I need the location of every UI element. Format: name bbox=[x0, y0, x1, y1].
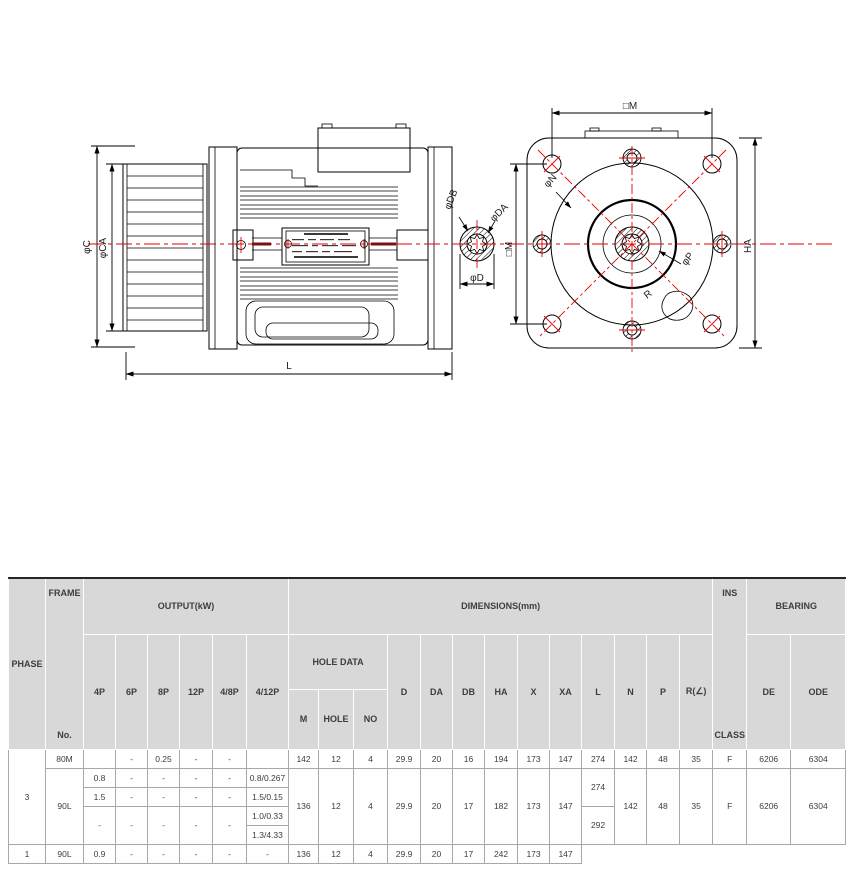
cell-80m-12p: - bbox=[180, 749, 213, 768]
cell-90l-l-1: 274 bbox=[582, 768, 615, 806]
cell-90l-x: 173 bbox=[518, 768, 550, 844]
side-view bbox=[82, 124, 452, 380]
dim-label-phi-da: φDA bbox=[488, 201, 511, 225]
cell-phase-1: 1 bbox=[9, 844, 46, 863]
cell-90l-db: 17 bbox=[453, 768, 485, 844]
col-header-db: DB bbox=[453, 634, 485, 749]
col-header-x: X bbox=[518, 634, 550, 749]
dim-label-r: R bbox=[642, 288, 655, 302]
dim-label-phi-n: φN bbox=[542, 172, 560, 191]
dim-label-ha: HA bbox=[743, 239, 754, 253]
col-header-de: DE bbox=[747, 634, 791, 749]
col-header-hole-data: HOLE DATA bbox=[289, 634, 388, 689]
cell-1ph-empty bbox=[582, 844, 846, 863]
col-header-12p: 12P bbox=[180, 634, 213, 749]
col-header-da: DA bbox=[421, 634, 453, 749]
dim-label-phi-c: φC bbox=[82, 240, 93, 254]
col-header-frame: FRAME bbox=[48, 587, 81, 598]
cell-80m-l: 274 bbox=[582, 749, 615, 768]
cell-1ph-m: 136 bbox=[289, 844, 319, 863]
spec-table bbox=[8, 577, 846, 864]
cell-90l-4-8p-3: - bbox=[213, 806, 247, 844]
col-header-dimensions: DIMENSIONS(mm) bbox=[289, 578, 713, 634]
cell-80m-n: 142 bbox=[615, 749, 647, 768]
cell-1ph-4-12p: - bbox=[247, 844, 289, 863]
col-header-l: L bbox=[582, 634, 615, 749]
cell-80m-da: 20 bbox=[421, 749, 453, 768]
table-row-1phase bbox=[9, 844, 846, 863]
dim-label-l: L bbox=[286, 361, 292, 372]
cell-frame-80m: 80M bbox=[46, 749, 84, 768]
cell-90l-4p-1: 0.8 bbox=[84, 768, 116, 787]
cell-80m-de: 6206 bbox=[747, 749, 791, 768]
cell-phase-3: 3 bbox=[9, 749, 46, 844]
cell-1ph-no: 4 bbox=[354, 844, 388, 863]
cell-90l-p: 48 bbox=[647, 768, 680, 844]
cell-90l-6p-1: - bbox=[116, 768, 148, 787]
dim-label-phi-db: φDB bbox=[442, 188, 461, 212]
front-view bbox=[504, 101, 762, 348]
cell-90l-8p-3: - bbox=[148, 806, 180, 844]
cell-90l-4p-3: - bbox=[84, 806, 116, 844]
col-header-4-12p: 4/12P bbox=[247, 634, 289, 749]
col-header-ins: INS bbox=[722, 587, 738, 598]
cell-1ph-db: 17 bbox=[453, 844, 485, 863]
col-header-n: N bbox=[615, 634, 647, 749]
cell-90l-8p-1: - bbox=[148, 768, 180, 787]
col-header-no: No. bbox=[57, 729, 72, 740]
col-header-class: CLASS bbox=[714, 729, 745, 740]
cell-1ph-4-8p: - bbox=[213, 844, 247, 863]
cell-90l-4-8p-1: - bbox=[213, 768, 247, 787]
col-header-ha: HA bbox=[485, 634, 518, 749]
cell-90l-da: 20 bbox=[421, 768, 453, 844]
col-header-d: D bbox=[388, 634, 421, 749]
cell-80m-hole: 12 bbox=[319, 749, 354, 768]
cell-80m-ins: F bbox=[713, 749, 747, 768]
cell-1ph-8p: - bbox=[148, 844, 180, 863]
dim-ha bbox=[739, 138, 762, 348]
cell-90l-12p-3: - bbox=[180, 806, 213, 844]
nameplate bbox=[282, 228, 369, 265]
col-header-p: P bbox=[647, 634, 680, 749]
col-header-xa: XA bbox=[550, 634, 582, 749]
cell-90l-4-12p-1: 0.8/0.267 bbox=[247, 768, 289, 787]
cell-1ph-12p: - bbox=[180, 844, 213, 863]
cell-90l-ha: 182 bbox=[485, 768, 518, 844]
cell-frame-90l: 90L bbox=[46, 768, 84, 844]
dim-label-square-m-left: □M bbox=[504, 241, 515, 257]
cell-80m-p: 48 bbox=[647, 749, 680, 768]
cell-90l-hole: 12 bbox=[319, 768, 354, 844]
cell-90l-de: 6206 bbox=[747, 768, 791, 844]
cell-90l-l-2: 292 bbox=[582, 806, 615, 844]
col-header-output: OUTPUT(kW) bbox=[84, 578, 289, 634]
cell-1ph-x: 173 bbox=[518, 844, 550, 863]
col-header-phase: PHASE bbox=[9, 578, 46, 749]
cell-90l-6p-3: - bbox=[116, 806, 148, 844]
cell-80m-xa: 147 bbox=[550, 749, 582, 768]
col-header-r: R(∠) bbox=[680, 634, 713, 749]
cell-90l-8p-2: - bbox=[148, 787, 180, 806]
col-header-ins-class bbox=[713, 578, 747, 749]
cell-90l-4-12p-3: 1.0/0.33 bbox=[247, 806, 289, 825]
dim-label-square-m-top: □M bbox=[622, 101, 638, 112]
cell-90l-12p-2: - bbox=[180, 787, 213, 806]
cell-80m-4-8p: - bbox=[213, 749, 247, 768]
cell-90l-4p-2: 1.5 bbox=[84, 787, 116, 806]
cell-80m-r: 35 bbox=[680, 749, 713, 768]
cell-90l-d: 29.9 bbox=[388, 768, 421, 844]
table-row-90l-1 bbox=[9, 768, 846, 787]
col-header-4p: 4P bbox=[84, 634, 116, 749]
col-header-hole: HOLE bbox=[319, 689, 354, 749]
cell-1ph-da: 20 bbox=[421, 844, 453, 863]
cell-1ph-ha: 242 bbox=[485, 844, 518, 863]
cell-90l-4-12p-2: 1.5/0.15 bbox=[247, 787, 289, 806]
cell-90l-ins: F bbox=[713, 768, 747, 844]
col-header-4-8p: 4/8P bbox=[213, 634, 247, 749]
cell-1ph-6p: - bbox=[116, 844, 148, 863]
cell-80m-6p: - bbox=[116, 749, 148, 768]
col-header-frame-no bbox=[46, 578, 84, 749]
cell-80m-ha: 194 bbox=[485, 749, 518, 768]
cell-1ph-4p: 0.9 bbox=[84, 844, 116, 863]
cell-1ph-frame: 90L bbox=[46, 844, 84, 863]
cell-90l-r: 35 bbox=[680, 768, 713, 844]
fan-cover-fins bbox=[127, 176, 203, 320]
nameplate-text-lines bbox=[292, 233, 358, 258]
col-header-bearing: BEARING bbox=[747, 578, 846, 634]
dim-label-phi-ca: φCA bbox=[98, 237, 109, 259]
cell-80m-d: 29.9 bbox=[388, 749, 421, 768]
table-row-80m bbox=[9, 749, 846, 768]
cell-80m-m: 142 bbox=[289, 749, 319, 768]
cell-90l-ode: 6304 bbox=[791, 768, 846, 844]
cell-1ph-d: 29.9 bbox=[388, 844, 421, 863]
cell-1ph-xa: 147 bbox=[550, 844, 582, 863]
cell-1ph-hole: 12 bbox=[319, 844, 354, 863]
terminal-box bbox=[318, 128, 410, 172]
flange-notch bbox=[662, 291, 693, 320]
cell-80m-db: 16 bbox=[453, 749, 485, 768]
cell-80m-8p: 0.25 bbox=[148, 749, 180, 768]
cell-80m-no: 4 bbox=[354, 749, 388, 768]
cell-90l-12p-1: - bbox=[180, 768, 213, 787]
cell-80m-x: 173 bbox=[518, 749, 550, 768]
cell-90l-4-12p-4: 1.3/4.33 bbox=[247, 825, 289, 844]
cell-90l-n: 142 bbox=[615, 768, 647, 844]
cell-80m-4p bbox=[84, 749, 116, 768]
col-header-m: M bbox=[289, 689, 319, 749]
dim-l bbox=[126, 352, 452, 380]
dim-label-phi-p: φP bbox=[679, 250, 697, 268]
col-header-ode: ODE bbox=[791, 634, 846, 749]
cell-80m-4-12p bbox=[247, 749, 289, 768]
col-header-no-count: NO bbox=[354, 689, 388, 749]
col-header-8p: 8P bbox=[148, 634, 180, 749]
cell-80m-ode: 6304 bbox=[791, 749, 846, 768]
cell-90l-xa: 147 bbox=[550, 768, 582, 844]
col-header-6p: 6P bbox=[116, 634, 148, 749]
cell-90l-4-8p-2: - bbox=[213, 787, 247, 806]
cell-90l-no: 4 bbox=[354, 768, 388, 844]
cell-90l-6p-2: - bbox=[116, 787, 148, 806]
shaft-section-detail bbox=[443, 188, 511, 289]
cell-90l-m: 136 bbox=[289, 768, 319, 844]
dim-label-phi-d: φD bbox=[470, 273, 484, 284]
